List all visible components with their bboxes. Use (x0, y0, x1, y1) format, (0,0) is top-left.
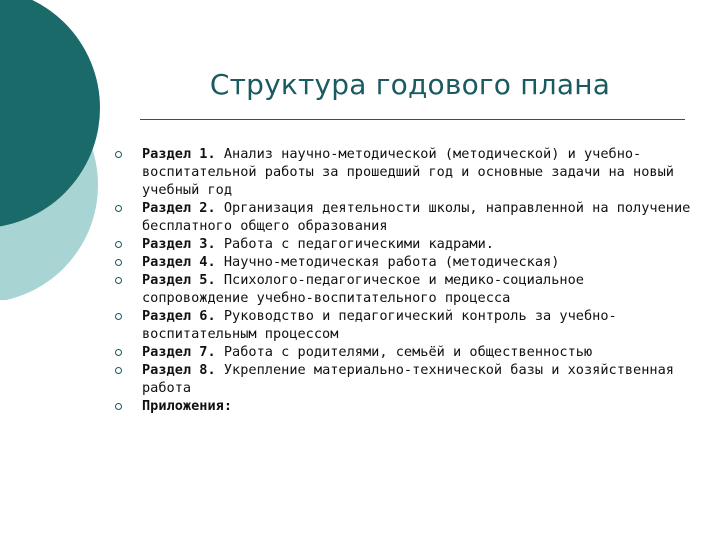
list-item-prefix: Раздел 2. (142, 200, 216, 216)
list-item-body: Работа с родителями, семьёй и общественностью (215, 344, 593, 360)
list-item-prefix: Приложения: (142, 398, 233, 414)
decorative-circles (0, 0, 130, 300)
section-list (112, 145, 692, 415)
list-item (112, 199, 692, 235)
list-item-text (142, 361, 692, 397)
list-item-text (142, 235, 692, 253)
list-item-text (142, 271, 692, 307)
list-item-body: Организация деятельности школы, направленной на получение бесплатного общего образования (142, 200, 691, 234)
list-item-body: Укрепление материально-технической базы и хозяйственная работа (142, 362, 674, 396)
list-item (112, 235, 692, 253)
title-divider (140, 119, 685, 120)
list-item-body: Научно-методическая работа (методическая) (215, 254, 560, 270)
list-item-text (142, 199, 692, 235)
list-item-text (142, 145, 692, 199)
list-item-text (142, 343, 692, 361)
circle-bullet-icon (112, 307, 142, 325)
circle-bullet-icon (112, 343, 142, 361)
list-item (112, 361, 692, 397)
list-item-prefix: Раздел 4. (142, 254, 216, 270)
list-item-body: Работа с педагогическими кадрами. (215, 236, 494, 252)
list-item-body: Анализ научно-методической (методической) и учебно-воспитательной работы за прошедший год и основные задачи на новый учебный год (142, 146, 674, 198)
circle-bullet-icon (112, 271, 142, 289)
list-item-body: Руководство и педагогический контроль за учебно-воспитательным процессом (142, 308, 617, 342)
list-item-body: Психолого-педагогическое и медико-социальное сопровождение учебно-воспитательного процесса (142, 272, 584, 306)
list-item (112, 397, 692, 415)
list-item-prefix: Раздел 8. (142, 362, 216, 378)
list-item-prefix: Раздел 5. (142, 272, 216, 288)
list-item (112, 271, 692, 307)
list-item-prefix: Раздел 1. (142, 146, 216, 162)
circle-bullet-icon (112, 253, 142, 271)
list-item-text (142, 253, 692, 271)
circle-bullet-icon (112, 397, 142, 415)
circle-bullet-icon (112, 199, 142, 217)
list-item-prefix: Раздел 6. (142, 308, 216, 324)
list-item-prefix: Раздел 3. (142, 236, 216, 252)
slide-title: Структура годового плана (209, 68, 611, 101)
list-item-text (142, 307, 692, 343)
list-item (112, 307, 692, 343)
circle-bullet-icon (112, 361, 142, 379)
circle-bullet-icon (112, 145, 142, 163)
circle-bullet-icon (112, 235, 142, 253)
list-item (112, 253, 692, 271)
list-item (112, 343, 692, 361)
list-item-text (142, 397, 692, 415)
list-item-prefix: Раздел 7. (142, 344, 216, 360)
list-item (112, 145, 692, 199)
